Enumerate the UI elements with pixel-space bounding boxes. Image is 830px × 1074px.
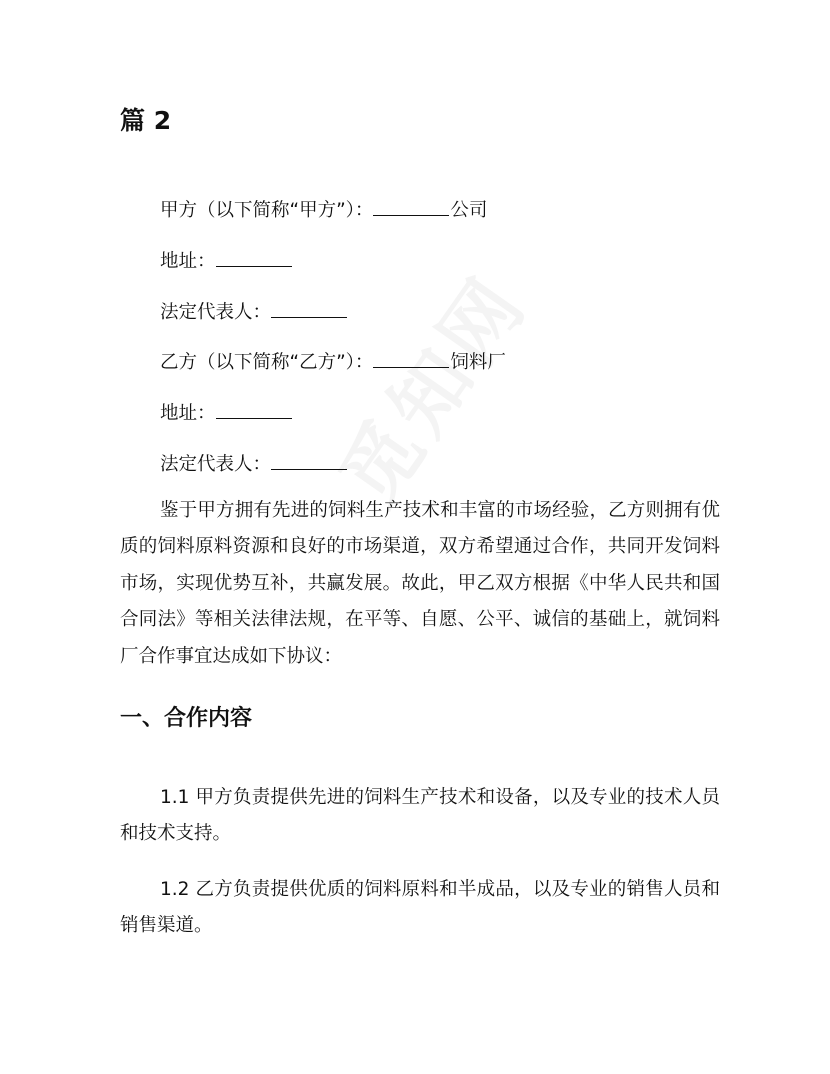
party-b-label: 乙方（以下简称“乙方”）： xyxy=(160,352,374,373)
party-b-rep-label: 法定代表人： xyxy=(160,454,272,475)
party-b-address-blank xyxy=(216,400,292,419)
party-b-blank xyxy=(373,349,449,368)
clause-1-2: 1.2 乙方负责提供优质的饲料原料和半成品，以及专业的销售人员和销售渠道。 xyxy=(120,879,720,937)
page-title: 篇 2 xyxy=(120,106,172,135)
party-a-address-blank xyxy=(216,248,292,267)
party-a-blank xyxy=(373,197,449,216)
party-a-rep-line xyxy=(160,299,348,323)
party-b-suffix: 饲料厂 xyxy=(450,352,506,373)
party-a-line xyxy=(160,197,487,221)
section-heading-cooperation: 一、合作内容 xyxy=(120,706,253,731)
watermark xyxy=(309,248,549,524)
party-a-suffix: 公司 xyxy=(450,200,488,221)
party-b-rep-line xyxy=(160,451,348,475)
intro-paragraph: 鉴于甲方拥有先进的饲料生产技术和丰富的市场经验，乙方则拥有优质的饲料原料资源和良好的市场渠道，双方希望通过合作，共同开发饲料市场，实现优势互补，共赢发展。故此，甲乙双方根据《中华人民共和国合同法》等相关法律法规，在平等、自愿、公平、诚信的基础上，就饲料厂合作事宜达成如下协议： xyxy=(120,500,720,667)
party-b-address-label: 地址： xyxy=(160,403,216,424)
party-b-rep-blank xyxy=(271,451,347,470)
party-a-address-line xyxy=(160,248,293,272)
party-a-rep-blank xyxy=(271,299,347,318)
party-a-address-label: 地址： xyxy=(160,251,216,272)
party-b-line xyxy=(160,349,506,373)
party-b-address-line xyxy=(160,400,293,424)
party-a-label: 甲方（以下简称“甲方”）： xyxy=(160,200,374,221)
clause-1-1: 1.1 甲方负责提供先进的饲料生产技术和设备，以及专业的技术人员和技术支持。 xyxy=(120,787,720,845)
party-a-rep-label: 法定代表人： xyxy=(160,302,272,323)
